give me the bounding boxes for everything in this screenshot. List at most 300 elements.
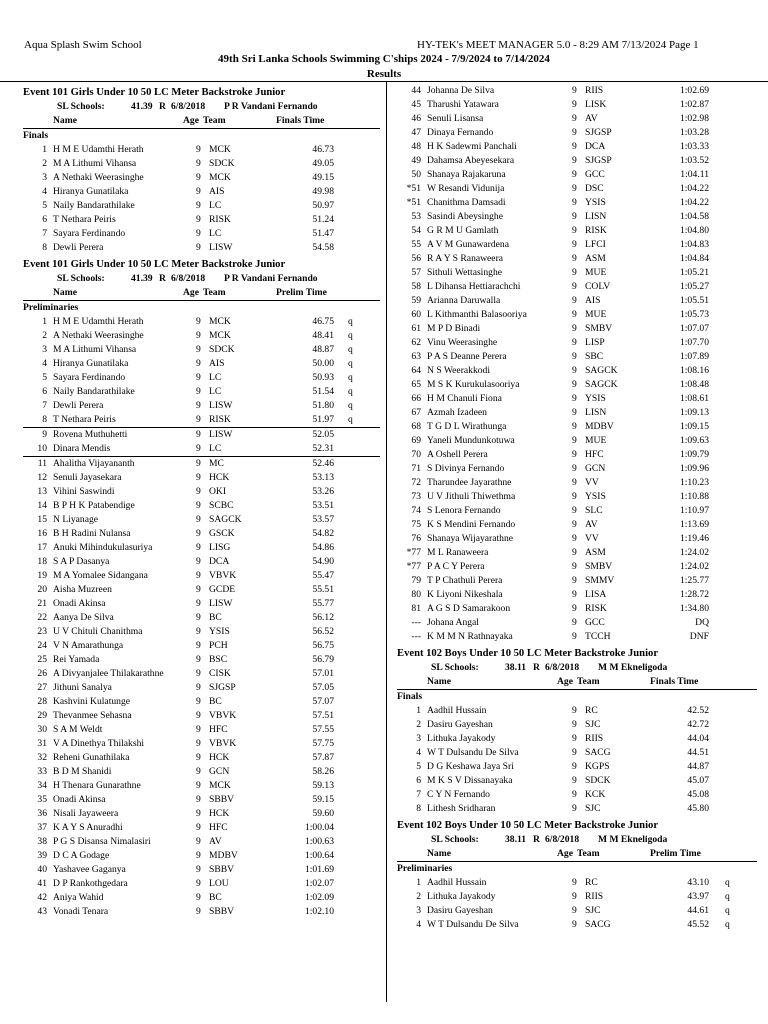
time: 59.60 bbox=[312, 808, 334, 819]
time: 1:05.73 bbox=[679, 309, 709, 320]
age-column-header: Age bbox=[183, 115, 199, 126]
time: 1:02.07 bbox=[304, 878, 334, 889]
team: SBBV bbox=[209, 906, 235, 917]
time: 52.05 bbox=[312, 429, 334, 440]
age: 9 bbox=[572, 169, 577, 180]
record-date: 6/8/2018 bbox=[545, 662, 580, 673]
age: 9 bbox=[572, 919, 577, 930]
place: 41 bbox=[37, 878, 47, 889]
team: AV bbox=[585, 113, 598, 124]
swimmer-name: M K S V Dissanayaka bbox=[427, 775, 513, 786]
team: VBVK bbox=[209, 710, 237, 721]
record-holder: M M Ekneligoda bbox=[598, 662, 668, 673]
swimmer-name: V A Dinethya Thilakshi bbox=[53, 738, 145, 749]
age: 9 bbox=[572, 267, 577, 278]
swimmer-name: Aadhil Hussain bbox=[427, 705, 487, 716]
place: 11 bbox=[37, 458, 47, 469]
place: 1 bbox=[416, 705, 421, 716]
place: 7 bbox=[42, 228, 47, 239]
place: 28 bbox=[37, 696, 47, 707]
place: 35 bbox=[37, 794, 47, 805]
qualifier: q bbox=[348, 358, 353, 369]
place: 57 bbox=[411, 267, 421, 278]
result-row bbox=[397, 112, 757, 126]
time: 54.86 bbox=[312, 542, 334, 553]
time: 48.87 bbox=[312, 344, 334, 355]
results-column-left bbox=[23, 84, 380, 919]
swimmer-name: Hiranya Gunatilaka bbox=[53, 186, 129, 197]
age: 9 bbox=[572, 197, 577, 208]
swimmer-name: P G S Disansa Nimalasiri bbox=[53, 836, 151, 847]
age: 9 bbox=[572, 211, 577, 222]
team: BC bbox=[209, 892, 222, 903]
qualifier: q bbox=[348, 400, 353, 411]
result-row bbox=[23, 371, 380, 385]
result-row bbox=[23, 541, 380, 555]
place: 8 bbox=[42, 414, 47, 425]
place: 44 bbox=[411, 85, 421, 96]
time: 57.05 bbox=[312, 682, 334, 693]
team: AV bbox=[209, 836, 222, 847]
age: 9 bbox=[196, 626, 201, 637]
age: 9 bbox=[572, 365, 577, 376]
swimmer-name: Naily Bandarathilake bbox=[53, 200, 135, 211]
time: 49.05 bbox=[312, 158, 334, 169]
age: 9 bbox=[572, 309, 577, 320]
team: SJGSP bbox=[209, 682, 236, 693]
place: 38 bbox=[37, 836, 47, 847]
place: 80 bbox=[411, 589, 421, 600]
place: 59 bbox=[411, 295, 421, 306]
team-column-header: Team bbox=[203, 115, 226, 126]
meet-title: 49th Sri Lanka Schools Swimming C'ships 2024 - 7/9/2024 to 7/14/2024 bbox=[218, 53, 550, 65]
swimmer-name: Dewli Perera bbox=[53, 242, 104, 253]
swimmer-name: T G D L Wirathunga bbox=[427, 421, 507, 432]
result-row bbox=[397, 140, 757, 154]
place: 49 bbox=[411, 155, 421, 166]
time: 49.98 bbox=[312, 186, 334, 197]
swimmer-name: A Divyanjalee Thilakarathne bbox=[53, 668, 164, 679]
swimmer-name: H M Chanuli Fiona bbox=[427, 393, 502, 404]
record-holder: P R Vandani Fernando bbox=[224, 101, 318, 112]
event-title: Event 102 Boys Under 10 50 LC Meter Backstroke Junior bbox=[397, 648, 659, 659]
swimmer-name: N S Weerakkodi bbox=[427, 365, 490, 376]
swimmer-name: D C A Godage bbox=[53, 850, 110, 861]
swimmer-name: U V Chituli Chanithma bbox=[53, 626, 143, 637]
swimmer-name: Senuli Lisansa bbox=[427, 113, 484, 124]
time: 57.75 bbox=[312, 738, 334, 749]
team: MUE bbox=[585, 267, 607, 278]
swimmer-name: Johanna De Silva bbox=[427, 85, 495, 96]
time: 54.90 bbox=[312, 556, 334, 567]
result-row bbox=[397, 406, 757, 420]
result-row bbox=[23, 681, 380, 695]
age: 9 bbox=[572, 891, 577, 902]
swimmer-name: B P H K Patabendige bbox=[53, 500, 135, 511]
place: 72 bbox=[411, 477, 421, 488]
event-title: Event 101 Girls Under 10 50 LC Meter Backstroke Junior bbox=[23, 87, 286, 98]
result-row bbox=[23, 611, 380, 625]
header-rule bbox=[0, 81, 768, 82]
time: 56.12 bbox=[312, 612, 334, 623]
age: 9 bbox=[572, 155, 577, 166]
result-row bbox=[397, 532, 757, 546]
team: RISK bbox=[209, 414, 231, 425]
result-row bbox=[23, 185, 380, 199]
result-row bbox=[397, 904, 757, 918]
result-row bbox=[397, 392, 757, 406]
result-row bbox=[397, 890, 757, 904]
swimmer-name: M A Lithumi Vihansa bbox=[53, 344, 137, 355]
team: DCA bbox=[209, 556, 230, 567]
time: 1:24.02 bbox=[679, 561, 709, 572]
time: 1:25.77 bbox=[679, 575, 709, 586]
time: 1:09.13 bbox=[679, 407, 709, 418]
swimmer-name: Lithesh Sridharan bbox=[427, 803, 496, 814]
team: YSIS bbox=[585, 393, 606, 404]
place: 2 bbox=[416, 891, 421, 902]
time: 42.52 bbox=[687, 705, 709, 716]
age: 9 bbox=[196, 738, 201, 749]
record-time: 41.39 bbox=[131, 273, 153, 284]
team: HCK bbox=[209, 472, 230, 483]
result-row bbox=[23, 499, 380, 513]
age: 9 bbox=[196, 186, 201, 197]
time: 55.47 bbox=[312, 570, 334, 581]
swimmer-name: Dasiru Gayeshan bbox=[427, 905, 493, 916]
time: 57.51 bbox=[312, 710, 334, 721]
place: 3 bbox=[42, 172, 47, 183]
time: 1:04.22 bbox=[679, 197, 709, 208]
time: 1:07.89 bbox=[679, 351, 709, 362]
time: 44.51 bbox=[687, 747, 709, 758]
team: ASM bbox=[585, 547, 606, 558]
age: 9 bbox=[196, 228, 201, 239]
swimmer-name: H Thenara Gunarathne bbox=[53, 780, 141, 791]
result-row bbox=[23, 227, 380, 241]
swimmer-name: Nisali Jayaweera bbox=[53, 808, 119, 819]
time: 1:34.80 bbox=[679, 603, 709, 614]
result-row bbox=[397, 434, 757, 448]
place: 32 bbox=[37, 752, 47, 763]
team: SDCK bbox=[585, 775, 611, 786]
age: 9 bbox=[196, 598, 201, 609]
record-line bbox=[397, 833, 757, 847]
software-info: HY-TEK's MEET MANAGER 5.0 - 8:29 AM 7/13/2024 Page 1 bbox=[417, 39, 699, 51]
age: 9 bbox=[196, 724, 201, 735]
swimmer-name: Jithuni Sanalya bbox=[53, 682, 112, 693]
team: KGPS bbox=[585, 761, 610, 772]
result-row bbox=[23, 527, 380, 541]
column-headers bbox=[23, 286, 380, 301]
place: 7 bbox=[416, 789, 421, 800]
team: LISW bbox=[209, 429, 233, 440]
team: HCK bbox=[209, 752, 230, 763]
qualifier: q bbox=[725, 877, 730, 888]
record-flag: R bbox=[533, 662, 540, 673]
result-row bbox=[23, 737, 380, 751]
age: 9 bbox=[196, 584, 201, 595]
swimmer-name: Azmah Izadeen bbox=[427, 407, 487, 418]
swimmer-name: Dasiru Gayeshan bbox=[427, 719, 493, 730]
place: 27 bbox=[37, 682, 47, 693]
place: 67 bbox=[411, 407, 421, 418]
time-column-header: Finals Time bbox=[276, 115, 325, 126]
age: 9 bbox=[196, 372, 201, 383]
swimmer-name: Lithuka Jayakody bbox=[427, 733, 496, 744]
age: 9 bbox=[196, 386, 201, 397]
result-row bbox=[23, 751, 380, 765]
time: 1:09.63 bbox=[679, 435, 709, 446]
age: 9 bbox=[196, 556, 201, 567]
team: VV bbox=[585, 477, 599, 488]
age: 9 bbox=[196, 696, 201, 707]
place: 29 bbox=[37, 710, 47, 721]
team: BSC bbox=[209, 654, 228, 665]
age: 9 bbox=[196, 864, 201, 875]
place: 7 bbox=[42, 400, 47, 411]
swimmer-name: G R M U Gamlath bbox=[427, 225, 499, 236]
swimmer-name: P A C Y Perera bbox=[427, 561, 485, 572]
time: 56.52 bbox=[312, 626, 334, 637]
time: 45.08 bbox=[687, 789, 709, 800]
place: 42 bbox=[37, 892, 47, 903]
place: 54 bbox=[411, 225, 421, 236]
place: 4 bbox=[416, 747, 421, 758]
age: 9 bbox=[572, 379, 577, 390]
result-row bbox=[23, 442, 380, 456]
time: 46.75 bbox=[312, 316, 334, 327]
time: 1:09.79 bbox=[679, 449, 709, 460]
place: 43 bbox=[37, 906, 47, 917]
swimmer-name: T P Chathuli Perera bbox=[427, 575, 503, 586]
team: GCC bbox=[585, 169, 605, 180]
team: AIS bbox=[209, 358, 225, 369]
result-row bbox=[23, 555, 380, 569]
team: KCK bbox=[585, 789, 606, 800]
result-row bbox=[23, 241, 380, 255]
swimmer-name: S A M Weldt bbox=[53, 724, 103, 735]
place: 40 bbox=[37, 864, 47, 875]
swimmer-name: U V Jithuli Thiwethma bbox=[427, 491, 516, 502]
place: 9 bbox=[42, 429, 47, 440]
team: SLC bbox=[585, 505, 603, 516]
time: 59.13 bbox=[312, 780, 334, 791]
swimmer-name: K A Y S Anuradhi bbox=[53, 822, 123, 833]
team-column-header: Team bbox=[577, 848, 600, 859]
swimmer-name: Vonadi Tenara bbox=[53, 906, 109, 917]
team: RC bbox=[585, 705, 598, 716]
swimmer-name: W Resandi Vidunija bbox=[427, 183, 505, 194]
team: SAGCK bbox=[585, 365, 618, 376]
swimmer-name: A Nethaki Weerasinghe bbox=[53, 330, 144, 341]
swimmer-name: B H Radini Nulansa bbox=[53, 528, 131, 539]
time: 44.61 bbox=[687, 905, 709, 916]
column-headers bbox=[397, 847, 757, 862]
result-row bbox=[397, 448, 757, 462]
team: MDBV bbox=[585, 421, 614, 432]
age: 9 bbox=[196, 752, 201, 763]
team: SBBV bbox=[209, 864, 235, 875]
age: 9 bbox=[572, 561, 577, 572]
team: YSIS bbox=[585, 491, 606, 502]
team: BC bbox=[209, 612, 222, 623]
age: 9 bbox=[572, 337, 577, 348]
time: 58.26 bbox=[312, 766, 334, 777]
team: SDCK bbox=[209, 344, 235, 355]
result-row bbox=[23, 157, 380, 171]
result-row bbox=[397, 364, 757, 378]
result-row bbox=[397, 788, 757, 802]
team: SJC bbox=[585, 719, 601, 730]
place: 79 bbox=[411, 575, 421, 586]
result-row bbox=[23, 863, 380, 877]
team: LC bbox=[209, 443, 222, 454]
qualifier: q bbox=[348, 330, 353, 341]
swimmer-name: W T Dulsandu De Silva bbox=[427, 919, 519, 930]
age: 9 bbox=[572, 295, 577, 306]
result-row bbox=[23, 357, 380, 371]
team: LISN bbox=[585, 407, 607, 418]
time: 42.72 bbox=[687, 719, 709, 730]
place: 63 bbox=[411, 351, 421, 362]
result-row bbox=[23, 143, 380, 157]
place: *77 bbox=[406, 547, 421, 558]
record-label: SL Schools: bbox=[431, 834, 479, 845]
team: LC bbox=[209, 200, 222, 211]
round-label: Preliminaries bbox=[23, 302, 79, 313]
team: LFCI bbox=[585, 239, 606, 250]
time: 56.75 bbox=[312, 640, 334, 651]
swimmer-name: Sayara Ferdinando bbox=[53, 372, 126, 383]
time: 53.57 bbox=[312, 514, 334, 525]
swimmer-name: T Nethara Peiris bbox=[53, 414, 116, 425]
team: SACG bbox=[585, 919, 611, 930]
place: 47 bbox=[411, 127, 421, 138]
age: 9 bbox=[196, 682, 201, 693]
age: 9 bbox=[572, 491, 577, 502]
swimmer-name: Dinaya Fernando bbox=[427, 127, 494, 138]
age: 9 bbox=[196, 640, 201, 651]
swimmer-name: B D M Shanidi bbox=[53, 766, 112, 777]
age: 9 bbox=[572, 747, 577, 758]
results-column-right bbox=[397, 84, 757, 932]
place: 56 bbox=[411, 253, 421, 264]
time: 1:03.28 bbox=[679, 127, 709, 138]
time: 56.79 bbox=[312, 654, 334, 665]
place: 14 bbox=[37, 500, 47, 511]
qualifier: q bbox=[348, 316, 353, 327]
team: RISK bbox=[209, 214, 231, 225]
team: SMBV bbox=[585, 561, 613, 572]
time: 1:08.16 bbox=[679, 365, 709, 376]
event-title: Event 102 Boys Under 10 50 LC Meter Backstroke Junior bbox=[397, 820, 659, 831]
time: 1:05.51 bbox=[679, 295, 709, 306]
age: 9 bbox=[196, 429, 201, 440]
team: MUE bbox=[585, 309, 607, 320]
result-row bbox=[397, 84, 757, 98]
team: AIS bbox=[209, 186, 225, 197]
place: 3 bbox=[416, 733, 421, 744]
result-row bbox=[397, 238, 757, 252]
result-row bbox=[397, 322, 757, 336]
time: 57.01 bbox=[312, 668, 334, 679]
team: RISK bbox=[585, 603, 607, 614]
age: 9 bbox=[572, 589, 577, 600]
result-row bbox=[23, 199, 380, 213]
team: MCK bbox=[209, 144, 231, 155]
result-row bbox=[23, 597, 380, 611]
age: 9 bbox=[196, 214, 201, 225]
swimmer-name: Aniya Wahid bbox=[53, 892, 104, 903]
team: MCK bbox=[209, 330, 231, 341]
result-row bbox=[23, 456, 380, 471]
place: 64 bbox=[411, 365, 421, 376]
swimmer-name: Arianna Daruwalla bbox=[427, 295, 501, 306]
result-row bbox=[397, 266, 757, 280]
age: 9 bbox=[572, 803, 577, 814]
team: MDBV bbox=[209, 850, 238, 861]
time: 51.24 bbox=[312, 214, 334, 225]
time: 1:02.10 bbox=[304, 906, 334, 917]
time: 1:10.88 bbox=[679, 491, 709, 502]
age: 9 bbox=[572, 99, 577, 110]
swimmer-name: H M E Udamthi Herath bbox=[53, 316, 144, 327]
swimmer-name: H K Sadewmi Panchali bbox=[427, 141, 517, 152]
swimmer-name: L Kithmanthi Balasooriya bbox=[427, 309, 527, 320]
time-column-header: Prelim Time bbox=[650, 848, 701, 859]
age-column-header: Age bbox=[557, 848, 573, 859]
age: 9 bbox=[196, 414, 201, 425]
swimmer-name: A Nethaki Weerasinghe bbox=[53, 172, 144, 183]
result-row bbox=[397, 378, 757, 392]
result-row bbox=[397, 602, 757, 616]
time: 51.80 bbox=[312, 400, 334, 411]
time: 1:05.27 bbox=[679, 281, 709, 292]
team: VBVK bbox=[209, 738, 237, 749]
time: 1:03.52 bbox=[679, 155, 709, 166]
swimmer-name: V N Amarathunga bbox=[53, 640, 124, 651]
place: 10 bbox=[37, 443, 47, 454]
club-name: Aqua Splash Swim School bbox=[24, 39, 142, 51]
place: 48 bbox=[411, 141, 421, 152]
swimmer-name: Vinu Weerasinghe bbox=[427, 337, 498, 348]
result-row bbox=[397, 732, 757, 746]
team: SBBV bbox=[209, 794, 235, 805]
place: 71 bbox=[411, 463, 421, 474]
swimmer-name: D P Rankothgedara bbox=[53, 878, 128, 889]
record-time: 38.11 bbox=[505, 834, 527, 845]
age: 9 bbox=[572, 421, 577, 432]
team: RIIS bbox=[585, 733, 604, 744]
team: HFC bbox=[585, 449, 604, 460]
result-row bbox=[23, 877, 380, 891]
result-row bbox=[397, 308, 757, 322]
age: 9 bbox=[572, 789, 577, 800]
time: 1:28.72 bbox=[679, 589, 709, 600]
record-date: 6/8/2018 bbox=[171, 273, 206, 284]
swimmer-name: D G Keshawa Jaya Sri bbox=[427, 761, 514, 772]
place: 5 bbox=[42, 372, 47, 383]
time: 1:03.33 bbox=[679, 141, 709, 152]
time: 45.52 bbox=[687, 919, 709, 930]
record-time: 38.11 bbox=[505, 662, 527, 673]
swimmer-name: Yaneli Mundunkotuwa bbox=[427, 435, 515, 446]
record-date: 6/8/2018 bbox=[545, 834, 580, 845]
place: 6 bbox=[42, 214, 47, 225]
team: COLV bbox=[585, 281, 611, 292]
place: 5 bbox=[416, 761, 421, 772]
